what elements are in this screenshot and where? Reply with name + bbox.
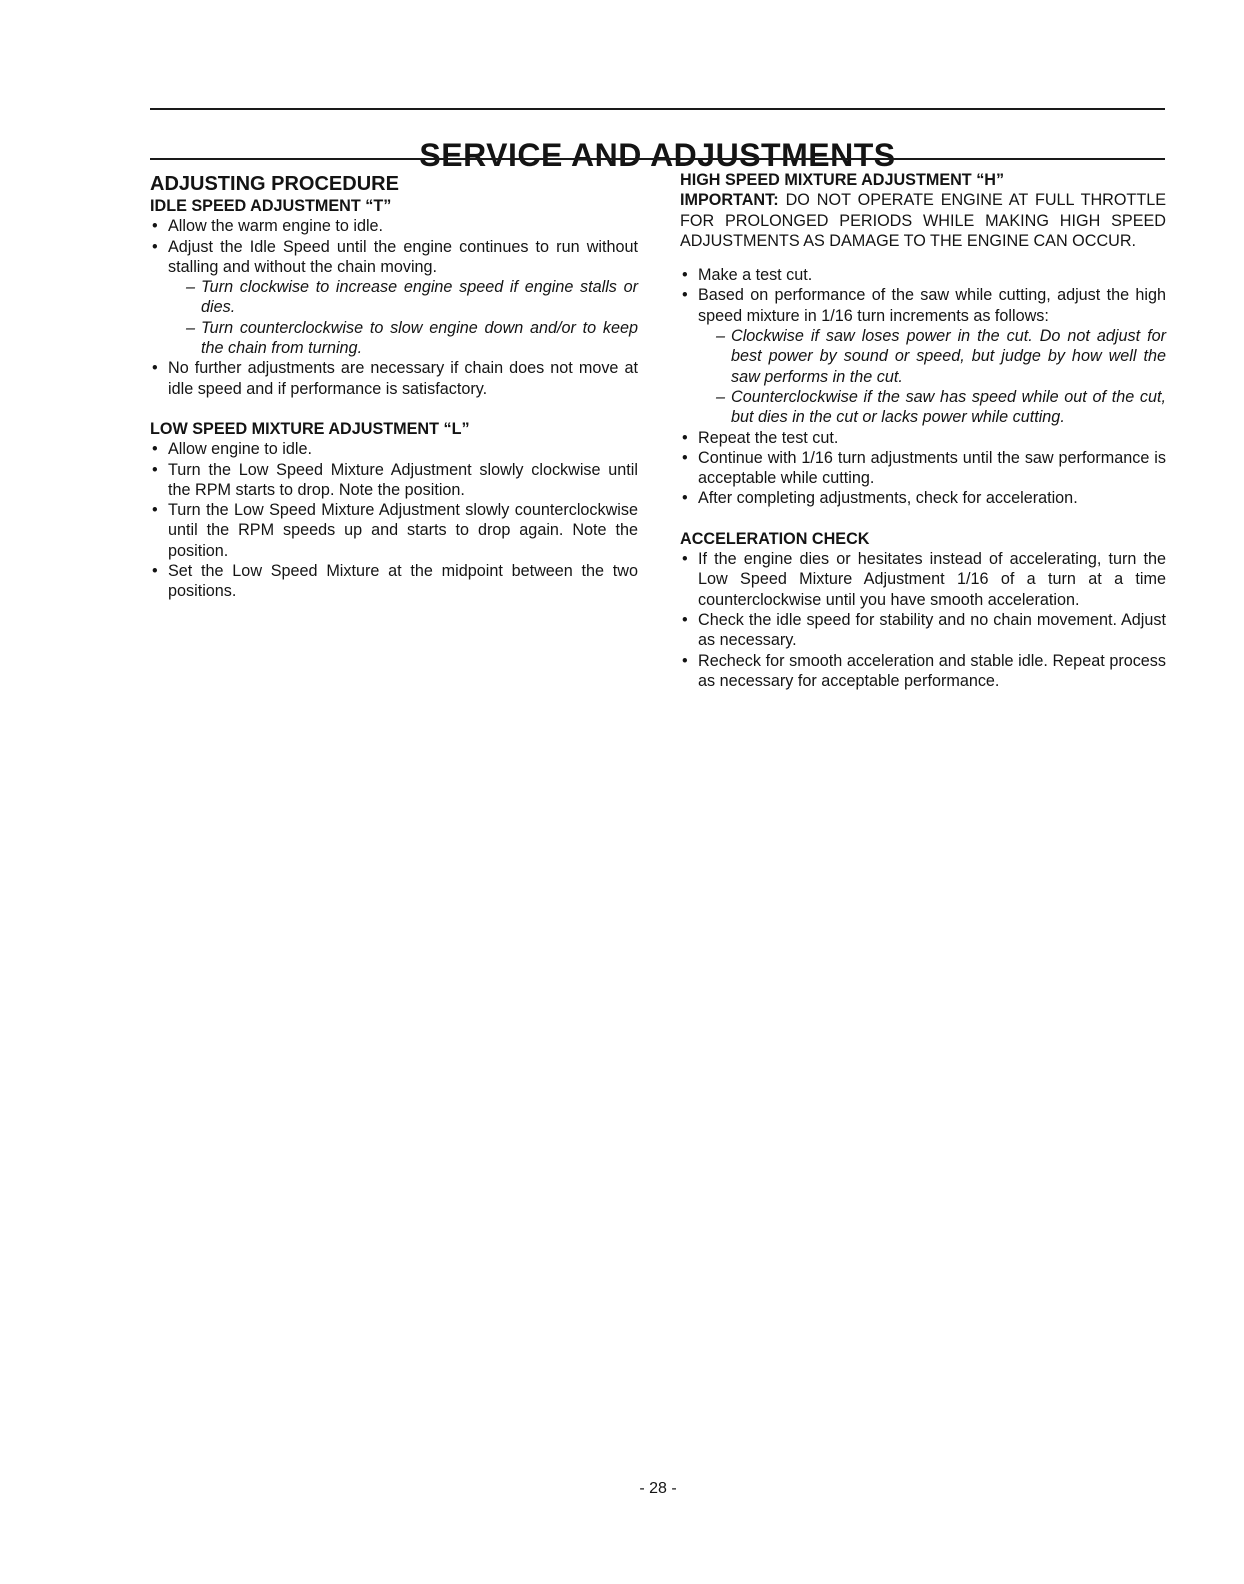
list-item-text: Allow the warm engine to idle. [168, 217, 384, 236]
list-item: • Turn the Low Speed Mixture Adjustment slowly counterclockwise until the RPM speeds up and starts to drop again. Note the position. [150, 500, 638, 561]
list-item [150, 237, 638, 359]
title-rule-bottom [150, 158, 1165, 160]
important-warning [680, 190, 1166, 251]
title-rule-top [150, 108, 1165, 110]
high-speed-list [680, 265, 1166, 509]
spacer [150, 399, 638, 419]
list-item: • Check the idle speed for stability and no chain movement. Adjust as necessary. [680, 610, 1166, 651]
list-item [680, 488, 1166, 508]
list-item [680, 448, 1166, 489]
list-item-text: Make a test cut. [698, 266, 813, 285]
left-column [150, 170, 638, 602]
right-column [680, 170, 1166, 691]
page-number: - 28 - [639, 1480, 677, 1497]
list-item: • Recheck for smooth acceleration and stable idle. Repeat process as necessary for acceptable performance. [680, 651, 1166, 692]
list-item: • Allow engine to idle. [150, 439, 638, 459]
list-item [150, 216, 638, 236]
page-title: SERVICE AND ADJUSTMENTS [419, 137, 896, 174]
high-speed-heading: HIGH SPEED MIXTURE ADJUSTMENT “H” [680, 171, 1005, 189]
list-item: • Turn the Low Speed Mixture Adjustment slowly clockwise until the RPM starts to drop. Note the position. [150, 460, 638, 501]
spacer [680, 509, 1166, 529]
spacer [680, 251, 1166, 265]
list-item-text: Based on performance of the saw while cutting, adjust the high speed mixture in 1/16 turn increments as follows: [698, 286, 1166, 325]
low-speed-heading: LOW SPEED MIXTURE ADJUSTMENT “L” [150, 419, 470, 438]
list-item-text: Continue with 1/16 turn adjustments until the saw performance is acceptable while cutting. [698, 448, 1166, 488]
sub-item: – Turn counterclockwise to slow engine down and/or to keep the chain from turning. [168, 318, 638, 359]
low-speed-list [150, 439, 638, 601]
important-label: IMPORTANT: [680, 191, 779, 210]
acceleration-check-heading: ACCELERATION CHECK [680, 529, 870, 548]
sub-item: – Clockwise if saw loses power in the cut. Do not adjust for best power by sound or speed, but judge by how well the saw performs in the cut. [698, 326, 1166, 387]
list-item-text: No further adjustments are necessary if chain does not move at idle speed and if performance is satisfactory. [168, 359, 638, 398]
list-item-text: Adjust the Idle Speed until the engine continues to run without stalling and without the chain moving. [168, 237, 638, 276]
high-speed-sublist [698, 326, 1166, 427]
sub-item: – Turn clockwise to increase engine speed if engine stalls or dies. [168, 277, 638, 318]
important-text: DO NOT OPERATE ENGINE AT FULL THROTTLE FOR PROLONGED PERIODS WHILE MAKING HIGH SPEED ADJUSTMENTS AS DAMAGE TO THE ENGINE CAN OCCUR. [680, 191, 1167, 250]
sub-item: – Counterclockwise if the saw has speed while out of the cut, but dies in the cut or lacks power while cutting. [698, 387, 1166, 428]
acceleration-check-list [680, 549, 1166, 691]
list-item [680, 265, 1166, 285]
adjusting-procedure-heading: ADJUSTING PROCEDURE [150, 173, 399, 195]
list-item [150, 358, 638, 399]
list-item [680, 428, 1166, 448]
list-item-text: After completing adjustments, check for acceleration. [698, 489, 1078, 508]
idle-speed-heading: IDLE SPEED ADJUSTMENT “T” [150, 197, 392, 215]
list-item-text: Repeat the test cut. [698, 428, 839, 447]
idle-speed-sublist [168, 277, 638, 358]
list-item [680, 285, 1166, 427]
idle-speed-list [150, 216, 638, 399]
list-item: • Set the Low Speed Mixture at the midpoint between the two positions. [150, 561, 638, 602]
list-item: • If the engine dies or hesitates instead of accelerating, turn the Low Speed Mixture Adjustment 1/16 of a turn at a time counterclockwise until you have smooth acceleration. [680, 549, 1166, 610]
